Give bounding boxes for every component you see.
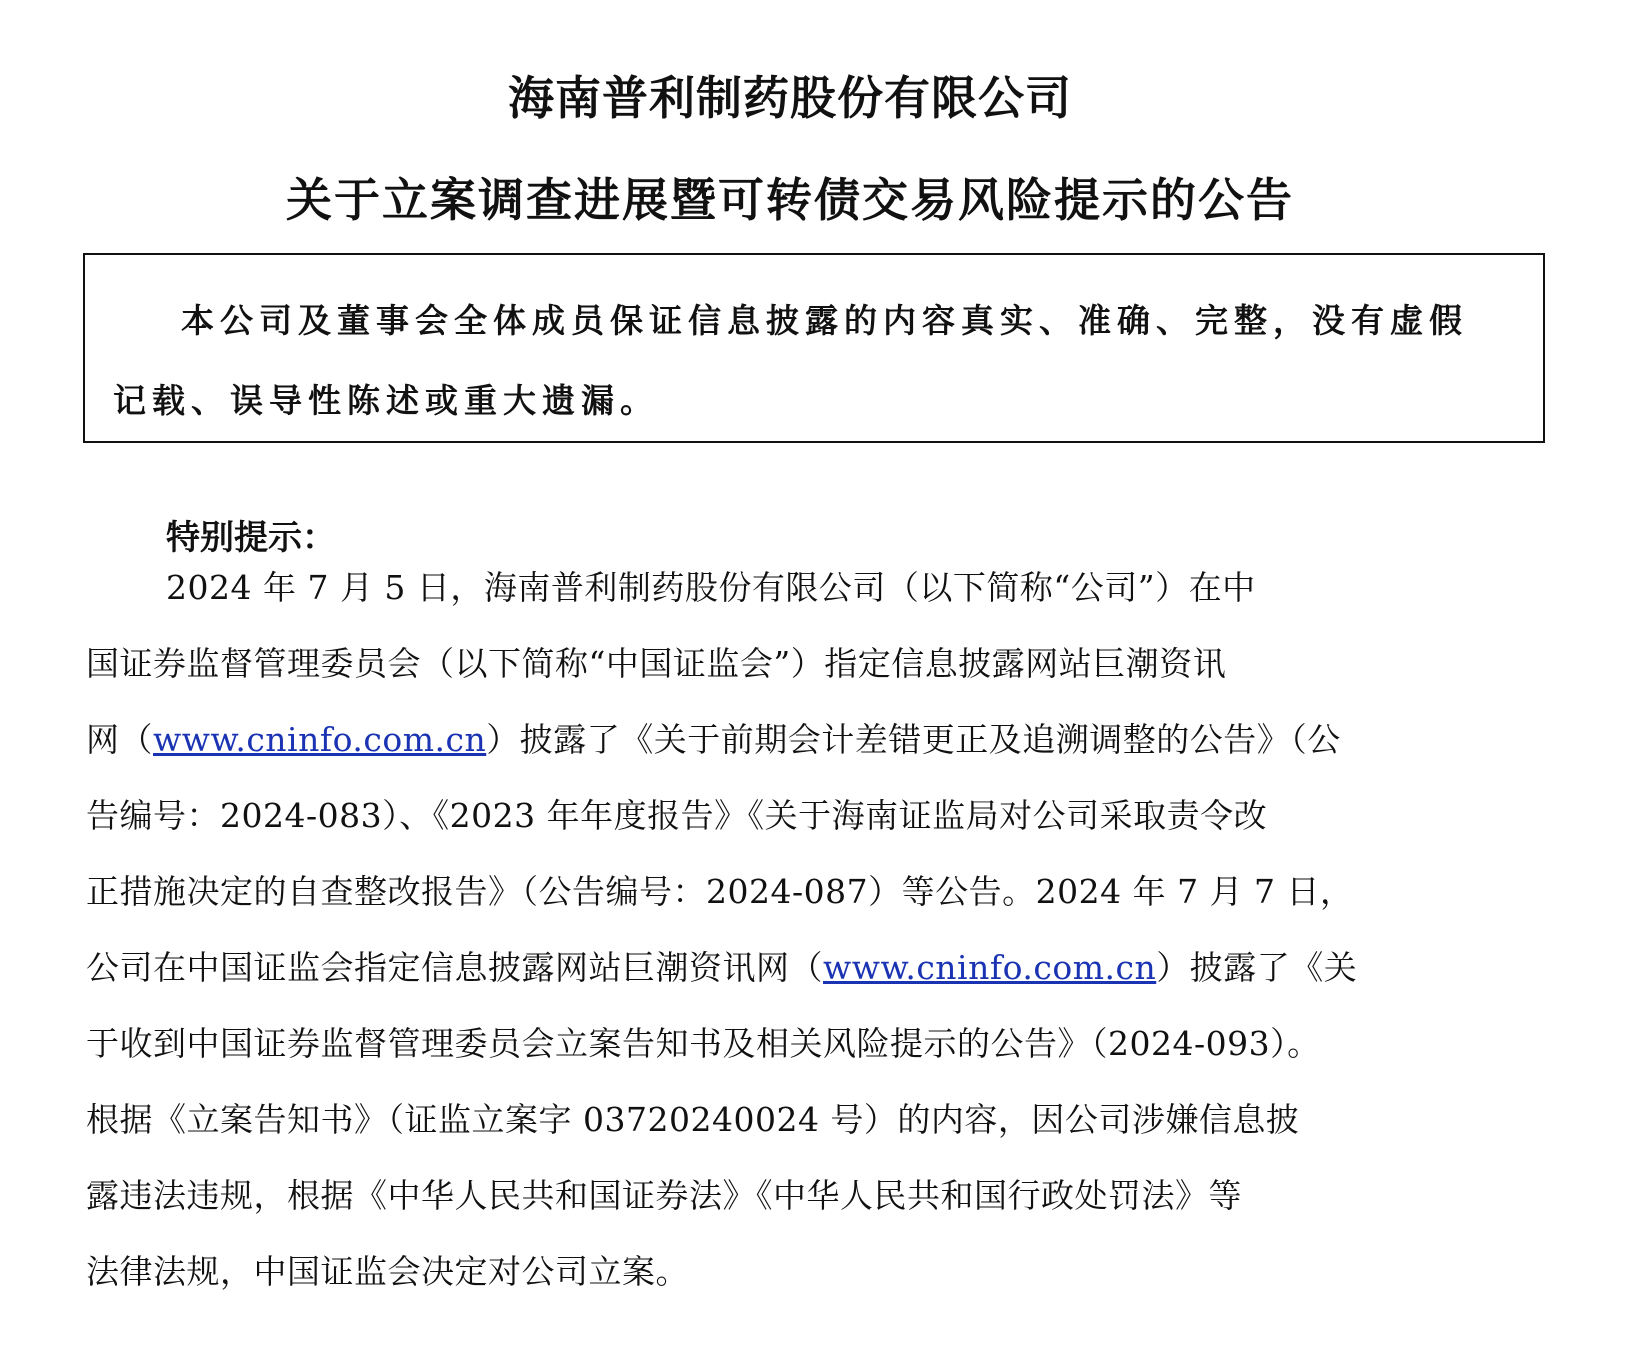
body-line-7: 于收到中国证券监督管理委员会立案告知书及相关风险提示的公告》（2024-093）。 — [86, 1024, 1321, 1063]
body-line-10: 法律法规，中国证监会决定对公司立案。 — [86, 1252, 689, 1291]
body-line-9: 露违法违规，根据《中华人民共和国证券法》《中华人民共和国行政处罚法》等 — [86, 1176, 1242, 1215]
body-line-3-suffix: ）披露了《关于前期会计差错更正及追溯调整的公告》（公 — [486, 720, 1341, 759]
company-name-title: 海南普利制药股份有限公司 — [508, 71, 1072, 125]
announcement-title: 关于立案调查进展暨可转债交易风险提示的公告 — [286, 173, 1294, 227]
cninfo-link[interactable]: www.cninfo.com.cn — [153, 720, 487, 759]
body-line-6-suffix: ）披露了《关 — [1156, 948, 1358, 987]
body-line-5: 正措施决定的自查整改报告》（公告编号：2024-087）等公告。2024 年 7 月 7 日， — [86, 872, 1354, 911]
body-line-8: 根据《立案告知书》（证监立案字 03720240024 号）的内容，因公司涉嫌信息披 — [86, 1100, 1300, 1139]
body-line-4: 告编号：2024-083）、《2023 年年度报告》《关于海南证监局对公司采取责令改 — [86, 796, 1268, 835]
cninfo-link[interactable]: www.cninfo.com.cn — [823, 948, 1157, 987]
body-line-3-prefix: 网（ — [86, 720, 153, 759]
disclaimer-line-1: 本公司及董事会全体成员保证信息披露的内容真实、准确、完整，没有虚假 — [181, 301, 1468, 340]
body-line-3 — [86, 714, 1341, 761]
disclaimer-box — [83, 253, 1545, 443]
body-line-6 — [86, 942, 1357, 989]
body-line-2: 国证券监督管理委员会（以下简称“中国证监会”）指定信息披露网站巨潮资讯 — [86, 644, 1227, 683]
body-line-6-prefix: 公司在中国证监会指定信息披露网站巨潮资讯网（ — [86, 948, 823, 987]
body-line-1: 2024 年 7 月 5 日，海南普利制药股份有限公司（以下简称“公司”）在中 — [166, 568, 1256, 607]
disclaimer-line-2: 记载、误导性陈述或重大遗漏。 — [113, 381, 659, 420]
special-notice-heading: 特别提示： — [166, 518, 336, 558]
